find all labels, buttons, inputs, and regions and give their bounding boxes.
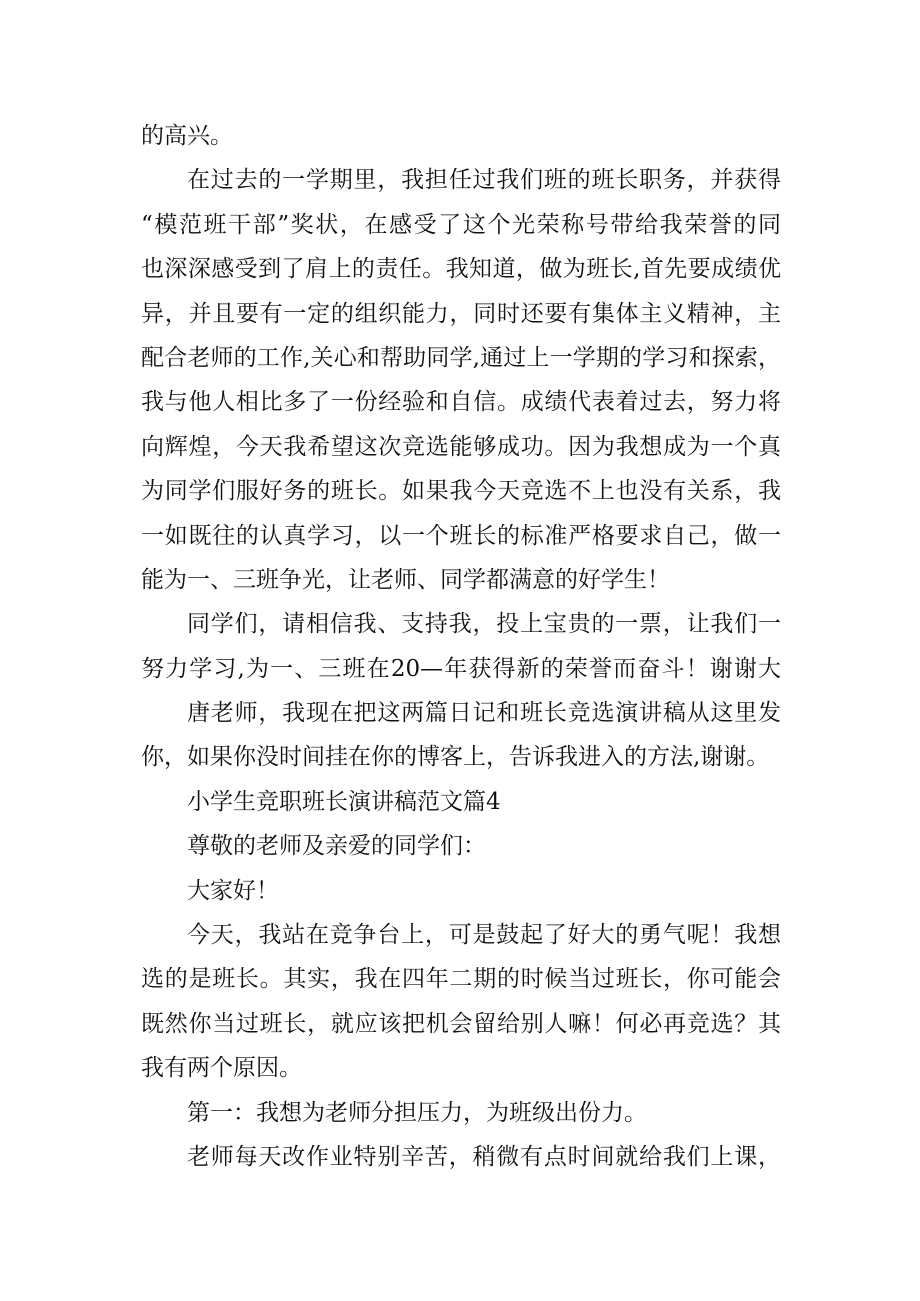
text-line: 唐老师，我现在把这两篇日记和班长竞选演讲稿从这里发 <box>187 700 781 727</box>
text-line: 向辉煌，今天我希望这次竞选能够成功。因为我想成为一个真 <box>141 433 781 460</box>
text-line: 同学们，请相信我、支持我，投上宝贵的一票，让我们一 <box>187 611 781 638</box>
document-body <box>141 114 781 1179</box>
text-line: 大家好！ <box>187 877 279 904</box>
text-line: 你，如果你没时间挂在你的博客上，告诉我进入的方法,谢谢。 <box>141 744 770 771</box>
text-line: 尊敬的老师及亲爱的同学们： <box>187 833 486 860</box>
text-line: 第一：我想为老师分担压力，为班级出份力。 <box>187 1099 647 1126</box>
text-line: 小学生竞职班长演讲稿范文篇4 <box>187 788 501 815</box>
text-line: 的高兴。 <box>141 123 233 149</box>
text-line: 我有两个原因。 <box>141 1055 302 1082</box>
text-line: 老师每天改作业特别辛苦，稍微有点时间就给我们上课， <box>187 1143 781 1170</box>
text-line: 也深深感受到了肩上的责任。我知道，做为班长,首先要成绩优 <box>141 256 781 283</box>
text-line: “模范班干部”奖状，在感受了这个光荣称号带给我荣誉的同 <box>141 211 781 238</box>
text-line: 选的是班长。其实，我在四年二期的时候当过班长，你可能会 <box>141 966 781 993</box>
text-line: 今天，我站在竞争台上，可是鼓起了好大的勇气呢！我想 <box>187 922 781 949</box>
text-line: 为同学们服好务的班长。如果我今天竞选不上也没有关系，我 <box>141 478 781 505</box>
text-line: 在过去的一学期里，我担任过我们班的班长职务，并获得 <box>187 167 781 194</box>
text-line: 努力学习,为一、三班在20—年获得新的荣誉而奋斗！谢谢大 <box>141 655 781 682</box>
text-line: 能为一、三班争光，让老师、同学都满意的好学生！ <box>141 566 670 593</box>
text-line: 一如既往的认真学习，以一个班长的标准严格要求自己，做一 <box>141 522 781 549</box>
text-line: 异，并且要有一定的组织能力，同时还要有集体主义精神，主 <box>141 300 781 327</box>
text-line: 既然你当过班长，就应该把机会留给别人嘛！何必再竞选？其 <box>141 1010 781 1037</box>
text-line: 配合老师的工作,关心和帮助同学,通过上一学期的学习和探索， <box>141 344 781 371</box>
text-line: 我与他人相比多了一份经验和自信。成绩代表着过去，努力将 <box>141 389 781 416</box>
